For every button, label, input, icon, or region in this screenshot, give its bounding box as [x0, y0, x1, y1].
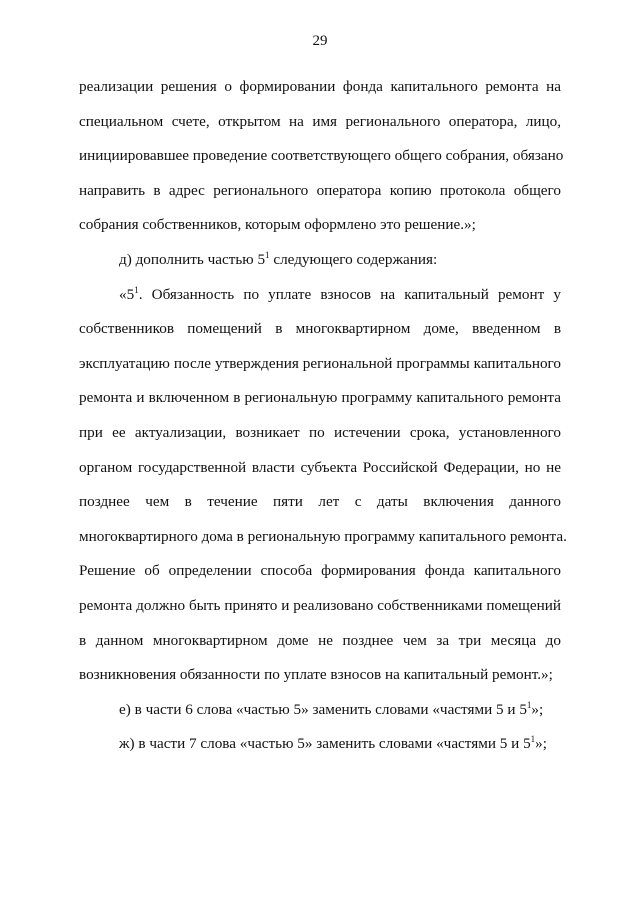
text-line: позднее чем в течение пяти лет с даты включения данного — [79, 493, 561, 511]
text-line: реализации решения о формировании фонда капитального ремонта на — [79, 78, 561, 95]
text-line: многоквартирного дома в региональную программу капитального ремонта. — [79, 527, 567, 545]
text-line: эксплуатацию после утверждения региональной программы капитального — [79, 354, 561, 372]
amendment-item-e — [79, 693, 561, 728]
superscript: 1 — [265, 249, 270, 260]
text-line: Решение об определении способа формирования фонда капитального — [79, 562, 561, 580]
document-body — [79, 70, 567, 762]
superscript: 1 — [134, 284, 139, 295]
superscript: 1 — [526, 699, 532, 710]
text-fragment: д) дополнить частью 5 — [119, 250, 266, 268]
text-line: ремонта должно быть принято и реализовано собственниками помещений — [79, 596, 561, 614]
text-line: направить в адрес регионального оператора копию протокола общего — [79, 181, 561, 199]
text-line: в данном многоквартирном доме не позднее чем за три месяца до — [79, 631, 561, 649]
text-fragment: »; — [535, 735, 547, 753]
text-line: возникновения обязанности по уплате взносов на капитальный ремонт.»; — [79, 666, 553, 684]
text-fragment: е) в части 6 слова «частью 5» заменить словами «частями 5 и 5 — [119, 700, 527, 718]
text-fragment: ж) в части 7 слова «частью 5» заменить словами «частями 5 и 5 — [119, 735, 531, 753]
text-fragment: . Обязанность по уплате взносов на капитальный ремонт у — [138, 285, 561, 303]
text-fragment: следующего содержания: — [269, 250, 438, 268]
text-line: при ее актуализации, возникает по истечении срока, установленного — [79, 423, 561, 441]
amendment-item-d — [79, 243, 561, 278]
text-line: органом государственной власти субъекта Российской Федерации, но не — [79, 458, 561, 476]
text-fragment: «5 — [119, 285, 135, 303]
text-line: инициировавшее проведение соответствующего общего собрания, обязано — [79, 147, 564, 165]
quoted-part-start — [79, 278, 561, 313]
text-line: собственников помещений в многоквартирном доме, введенном в — [79, 320, 561, 338]
text-line: специальном счете, открытом на имя регионального оператора, лицо, — [79, 112, 561, 130]
text-line: собрания собственников, которым оформлено это решение.»; — [79, 216, 476, 234]
amendment-item-zh — [79, 727, 561, 762]
superscript: 1 — [530, 734, 536, 745]
page-number: 29 — [312, 33, 328, 49]
text-line: ремонта и включенном в региональную программу капитального ремонта — [79, 389, 561, 407]
text-fragment: »; — [531, 700, 544, 718]
